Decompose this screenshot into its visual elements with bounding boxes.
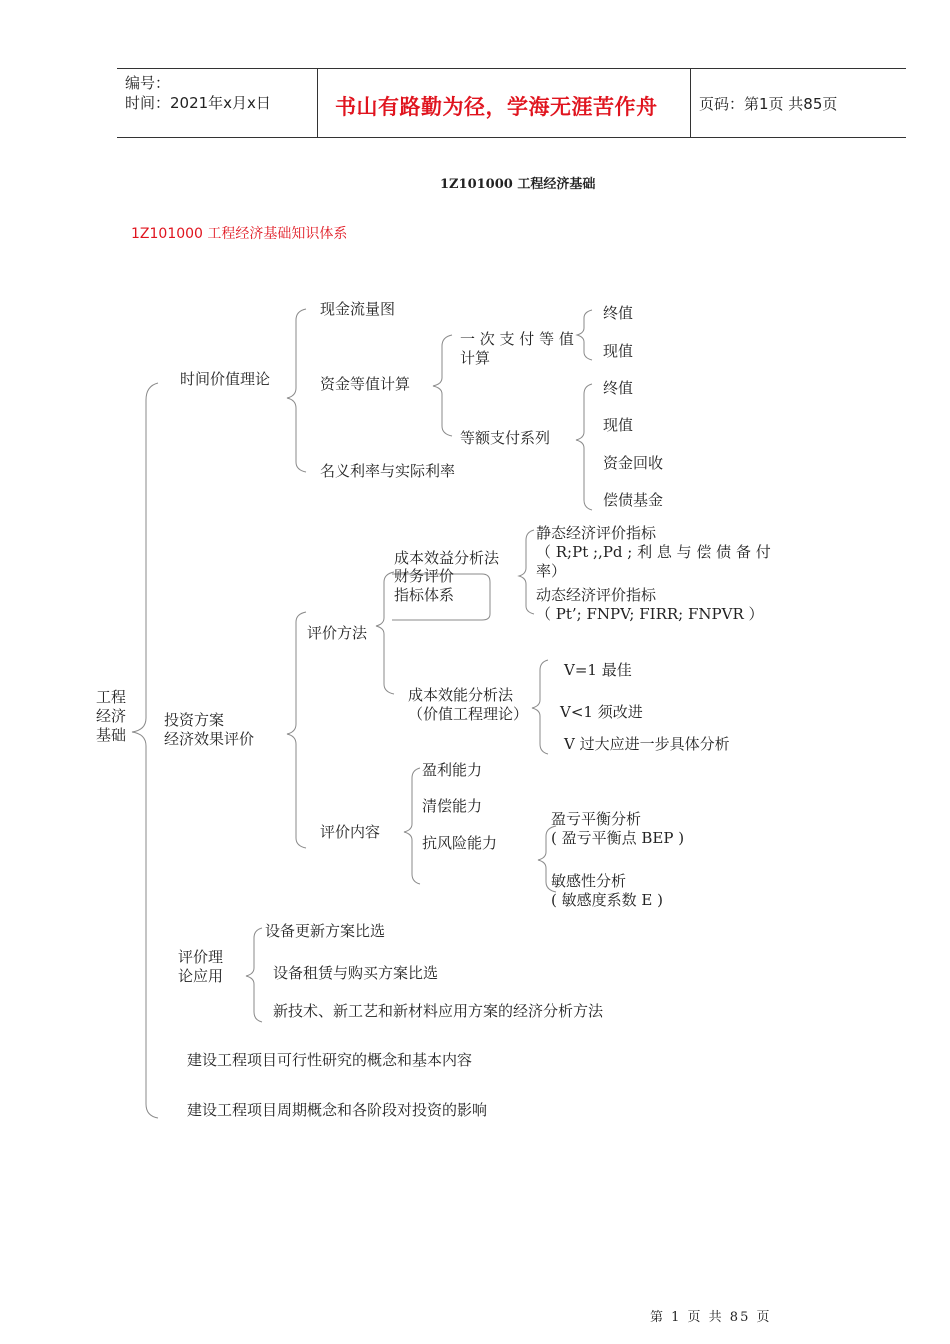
node-single-payment: 一 次 支 付 等 值 计算	[460, 330, 574, 367]
brace-time-value	[287, 309, 306, 472]
header-page-label: 页码：第1页 共85页	[699, 95, 838, 113]
node-eval-method: 评价方法	[307, 624, 368, 642]
page-footer: 第 1 页 共 85 页	[650, 1310, 772, 1325]
node-v-greater: V 过大应进一步具体分析	[564, 735, 730, 753]
node-nominal-rate: 名义利率与实际利率	[320, 462, 456, 480]
node-lease-buy: 设备租赁与购买方案比选	[273, 964, 439, 982]
node-theory-app: 评价理 论应用	[178, 948, 224, 985]
node-cost-benefit: 成本效益分析法	[394, 549, 500, 567]
brace-eval-method	[376, 572, 394, 694]
node-sinking-fund: 偿债基金	[603, 491, 664, 509]
node-sensitivity: 敏感性分析 ( 敏感度系数 E )	[551, 872, 663, 909]
brace-cost-benefit	[519, 530, 534, 614]
node-breakeven: 盈亏平衡分析 ( 盈亏平衡点 BEP )	[551, 810, 685, 847]
node-solvency: 清偿能力	[422, 797, 483, 815]
node-lifecycle: 建设工程项目周期概念和各阶段对投资的影响	[187, 1101, 488, 1119]
node-profit: 盈利能力	[422, 761, 483, 779]
section-title: 1Z101000 工程经济基础知识体系	[131, 226, 348, 242]
node-eval-content: 评价内容	[320, 823, 381, 841]
node-fin-eval: 财务评价 指标体系	[394, 567, 455, 604]
node-cost-effectiveness: 成本效能分析法 （价值工程理论）	[408, 686, 529, 723]
node-risk: 抗风险能力	[422, 834, 498, 852]
node-final-value-1: 终值	[603, 304, 634, 322]
node-v-less: V<1 须改进	[560, 703, 643, 721]
node-annuity: 等额支付系列	[460, 429, 551, 447]
node-time-value: 时间价值理论	[180, 370, 271, 388]
node-static-index: 静态经济评价指标 （ R;Pt ;,Pd ; 利 息 与 偿 债 备 付 率）	[536, 524, 771, 580]
node-final-value-2: 终值	[603, 379, 634, 397]
brace-equiv	[433, 335, 452, 436]
node-dynamic-index: 动态经济评价指标 （ Pt’; FNPV; FIRR; FNPVR ）	[536, 586, 764, 623]
brace-cost-eff	[532, 660, 548, 754]
header-motto: 书山有路勤为径，学海无涯苦作舟	[335, 95, 658, 119]
node-root: 工程 经济 基础	[96, 688, 127, 744]
node-capital-recovery: 资金回收	[603, 454, 664, 472]
node-equiv-calc: 资金等值计算	[320, 375, 411, 393]
node-present-value-1: 现值	[603, 342, 634, 360]
node-v-equal: V=1 最佳	[564, 661, 632, 679]
brace-theory-app	[246, 928, 262, 1022]
node-investment: 投资方案 经济效果评价	[164, 711, 255, 748]
brace-single	[577, 310, 592, 360]
node-new-tech: 新技术、新工艺和新材料应用方案的经济分析方法	[273, 1002, 604, 1020]
number-label: 编号：	[125, 74, 171, 92]
node-cash-flow: 现金流量图	[320, 300, 396, 318]
node-feasibility: 建设工程项目可行性研究的概念和基本内容	[187, 1051, 473, 1069]
node-present-value-2: 现值	[603, 416, 634, 434]
document-title: 1Z101000 工程经济基础	[440, 177, 596, 192]
brace-eval-content	[404, 768, 420, 884]
time-label: 时间：2021年x月x日	[125, 94, 271, 112]
brace-annuity	[576, 384, 592, 510]
node-equip-update: 设备更新方案比选	[265, 922, 386, 940]
brace-investment	[287, 612, 306, 848]
brace-root	[132, 383, 158, 1118]
